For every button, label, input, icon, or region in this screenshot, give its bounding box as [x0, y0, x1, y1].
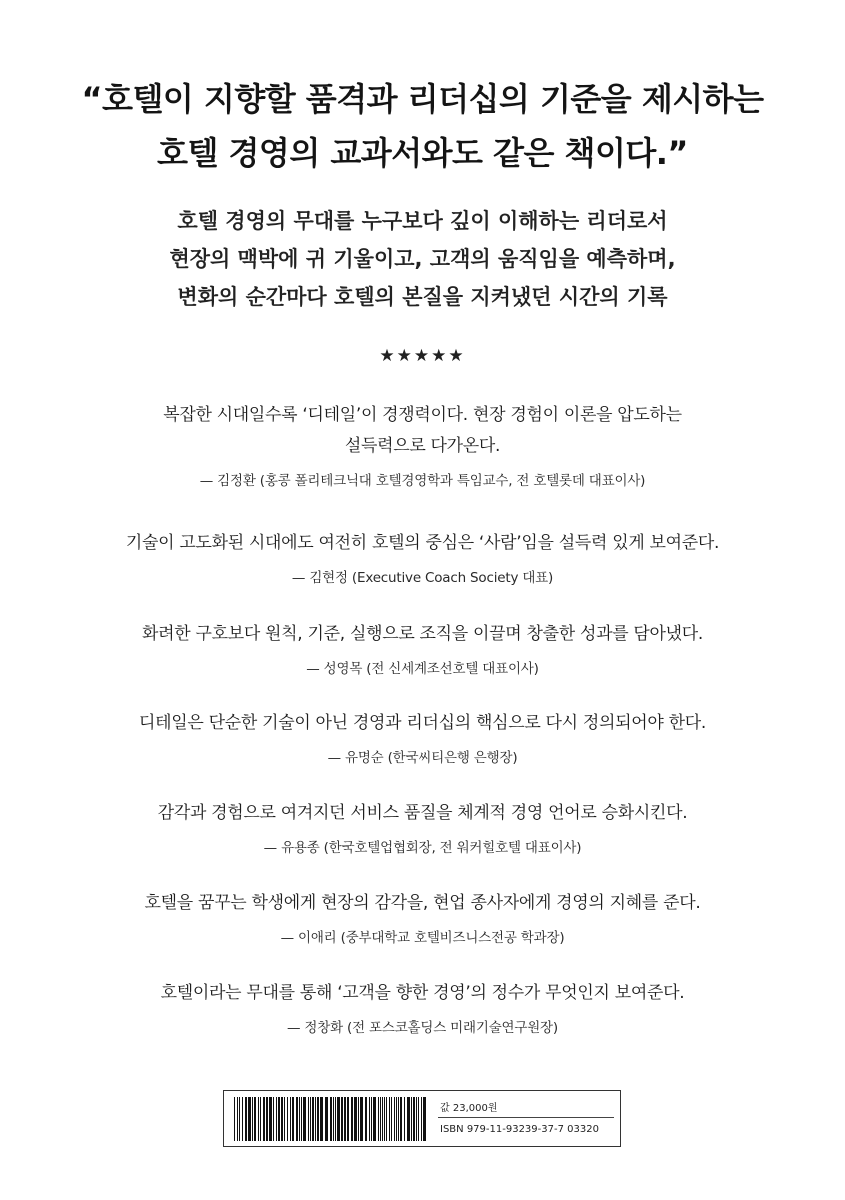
barcode-bar	[315, 1097, 316, 1141]
barcode-bar	[418, 1097, 419, 1141]
barcode-bar	[239, 1097, 240, 1141]
barcode-bar	[258, 1097, 259, 1141]
barcode-bar	[330, 1097, 332, 1141]
barcode-bar	[394, 1097, 395, 1141]
barcode-bar	[299, 1097, 300, 1141]
headline	[0, 72, 845, 180]
subhead-line-2: 현장의 맥박에 귀 기울이고, 고객의 움직임을 예측하며,	[169, 247, 676, 271]
barcode-bar	[320, 1097, 323, 1141]
barcode-bar	[263, 1097, 265, 1141]
barcode-bar	[278, 1097, 280, 1141]
quote-text-line: 호텔을 꿈꾸는 학생에게 현장의 감각을, 현업 종사자에게 경영의 지혜를 준다.	[144, 893, 701, 913]
headline-line-2: 호텔 경영의 교과서와도 같은 책이다.”	[157, 134, 688, 172]
barcode-bar	[254, 1097, 256, 1141]
endorsement-quote	[0, 528, 845, 589]
barcode-bar	[242, 1097, 243, 1141]
headline-line-1: “호텔이 지향할 품격과 리더십의 기준을 제시하는	[81, 80, 764, 118]
quote-author: — 이애리 (중부대학교 호텔비즈니스전공 학과장)	[280, 930, 565, 946]
barcode-bar	[260, 1097, 261, 1141]
quote-author: — 유명순 (한국씨티은행 은행장)	[327, 750, 518, 766]
endorsement-quote	[0, 619, 845, 680]
barcode-bar	[312, 1097, 314, 1141]
subhead	[0, 202, 845, 316]
barcode-bar	[292, 1097, 294, 1141]
barcode-bar	[325, 1097, 328, 1141]
subhead-line-1: 호텔 경영의 무대를 누구보다 깊이 이해하는 리더로서	[177, 209, 668, 233]
barcode-bar	[413, 1097, 415, 1141]
quote-text	[0, 888, 845, 919]
quote-text	[0, 798, 845, 829]
barcode-bar	[421, 1097, 422, 1141]
barcode-bar	[252, 1097, 253, 1141]
barcode-bar	[416, 1097, 417, 1141]
barcode-bar	[303, 1097, 306, 1141]
barcode-bar	[276, 1097, 277, 1141]
barcode-bar	[351, 1097, 353, 1141]
barcode-label	[223, 1090, 621, 1147]
endorsement-quote	[0, 708, 845, 769]
barcode-bar	[384, 1097, 385, 1141]
barcode-bar	[360, 1097, 363, 1141]
barcode-bar	[335, 1097, 336, 1141]
barcode-bar	[287, 1097, 288, 1141]
endorsement-quote	[0, 888, 845, 949]
barcode-bar	[344, 1097, 346, 1141]
barcode-bar	[358, 1097, 359, 1141]
barcode-bar	[341, 1097, 343, 1141]
quote-text	[0, 978, 845, 1009]
price: 값 23,000원	[440, 1103, 498, 1114]
barcode-bar	[301, 1097, 302, 1141]
barcode-bar	[407, 1097, 410, 1141]
barcode-bar	[380, 1097, 381, 1141]
barcode-bar	[237, 1097, 238, 1141]
barcode-bar	[234, 1097, 235, 1141]
subhead-line-3: 변화의 순간마다 호텔의 본질을 지켜냈던 시간의 기록	[177, 285, 668, 309]
barcode-bar	[269, 1097, 272, 1141]
quote-text	[0, 400, 845, 462]
quote-text	[0, 708, 845, 739]
barcode-bar	[391, 1097, 392, 1141]
quote-text-line: 설득력으로 다가온다.	[344, 436, 501, 456]
barcode-bar	[347, 1097, 349, 1141]
quote-text	[0, 619, 845, 650]
barcode-bar	[308, 1097, 309, 1141]
quote-text-line: 감각과 경험으로 여겨지던 서비스 품질을 체계적 경영 언어로 승화시킨다.	[157, 803, 688, 823]
quote-author: — 정창화 (전 포스코홀딩스 미래기술연구원장)	[287, 1020, 558, 1036]
barcode-bar	[354, 1097, 357, 1141]
barcode-bar	[369, 1097, 370, 1141]
barcode-bar	[245, 1097, 247, 1141]
quote-text-line: 복잡한 시대일수록 ‘디테일’이 경쟁력이다. 현장 경험이 이론을 압도하는	[163, 405, 682, 425]
barcode-bar	[378, 1097, 379, 1141]
barcode-bar	[398, 1097, 399, 1141]
barcode-bar	[310, 1097, 311, 1141]
barcode-bar	[396, 1097, 397, 1141]
quote-author: — 김현정 (Executive Coach Society 대표)	[291, 570, 554, 586]
quote-author: — 성영목 (전 신세계조선호텔 대표이사)	[306, 661, 539, 677]
barcode-bar	[423, 1097, 426, 1141]
quote-text-line: 디테일은 단순한 기술이 아닌 경영과 리더십의 핵심으로 다시 정의되어야 한다.	[139, 713, 706, 733]
isbn: ISBN 979-11-93239-37-7 03320	[440, 1124, 599, 1135]
barcode-bar	[373, 1097, 376, 1141]
divider	[438, 1117, 614, 1118]
barcode-bar	[290, 1097, 291, 1141]
barcode-bar	[333, 1097, 334, 1141]
quote-text-line: 호텔이라는 무대를 통해 ‘고객을 향한 경영’의 정수가 무엇인지 보여준다.	[160, 983, 685, 1003]
endorsement-quote	[0, 400, 845, 492]
barcode-bar	[400, 1097, 402, 1141]
quote-author: — 김정환 (홍콩 폴리테크닉대 호텔경영학과 특임교수, 전 호텔롯데 대표이사)	[199, 473, 646, 489]
barcode-bar	[317, 1097, 319, 1141]
barcode-bar	[382, 1097, 383, 1141]
quote-author: — 유용종 (한국호텔업협회장, 전 워커힐호텔 대표이사)	[263, 840, 582, 856]
barcode-bar	[365, 1097, 367, 1141]
barcode-bar	[248, 1097, 251, 1141]
barcode-bar	[273, 1097, 274, 1141]
barcode-bar	[404, 1097, 405, 1141]
barcode-bar	[337, 1097, 340, 1141]
barcode-bar	[371, 1097, 372, 1141]
barcode-bar	[386, 1097, 387, 1141]
barcode-bar	[296, 1097, 298, 1141]
endorsement-quote	[0, 798, 845, 859]
quote-text	[0, 528, 845, 559]
quote-text-line: 화려한 구호보다 원칙, 기준, 실행으로 조직을 이끌며 창출한 성과를 담아냈다.	[141, 624, 704, 644]
barcode-bar	[389, 1097, 390, 1141]
barcode-bar	[411, 1097, 412, 1141]
quote-text-line: 기술이 고도화된 시대에도 여전히 호텔의 중심은 ‘사람’임을 설득력 있게 보여준다.	[125, 533, 720, 553]
barcode-graphic	[232, 1097, 432, 1141]
barcode-bar	[266, 1097, 268, 1141]
endorsement-quote	[0, 978, 845, 1039]
rating-stars: ★★★★★	[379, 346, 466, 366]
barcode-bar	[281, 1097, 283, 1141]
barcode-bar	[284, 1097, 285, 1141]
